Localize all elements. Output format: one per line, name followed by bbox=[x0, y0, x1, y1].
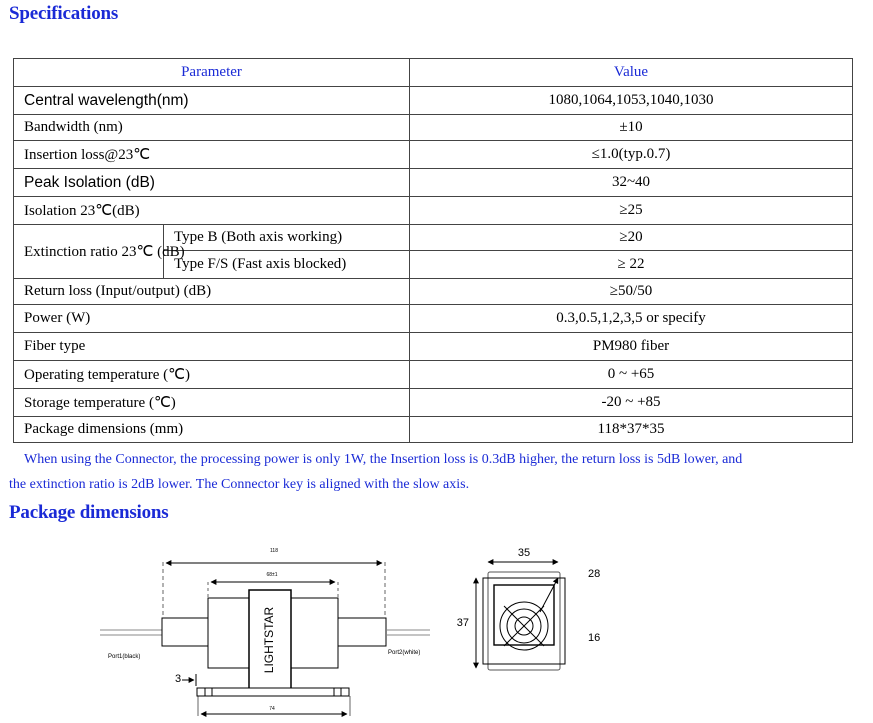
value-cell: 32~40 bbox=[410, 169, 853, 197]
dim-3-label: 3 bbox=[174, 673, 182, 685]
package-dimensions-heading: Package dimensions bbox=[9, 502, 169, 523]
param-cell: Peak Isolation (dB) bbox=[14, 169, 410, 197]
port1-label: Port1(black) bbox=[108, 654, 141, 660]
param-cell: Return loss (Input/output) (dB) bbox=[14, 279, 410, 305]
value-cell: ≥25 bbox=[410, 197, 853, 225]
param-cell: Insertion loss@23℃ bbox=[14, 141, 410, 169]
type-b-cell: Type B (Both axis working) bbox=[164, 225, 410, 251]
param-cell: Fiber type bbox=[14, 333, 410, 361]
param-cell: Central wavelength(nm) bbox=[14, 87, 410, 115]
table-row bbox=[14, 115, 853, 141]
type-fs-cell: Type F/S (Fast axis blocked) bbox=[164, 251, 410, 279]
table-row bbox=[14, 197, 853, 225]
package-drawing bbox=[100, 530, 640, 720]
table-row bbox=[14, 225, 853, 251]
value-cell: 1080,1064,1053,1040,1030 bbox=[410, 87, 853, 115]
value-cell: 0 ~ +65 bbox=[410, 361, 853, 389]
value-cell: -20 ~ +85 bbox=[410, 389, 853, 417]
value-cell: ≥20 bbox=[410, 225, 853, 251]
table-row bbox=[14, 305, 853, 333]
table-row bbox=[14, 361, 853, 389]
port2-label: Port2(white) bbox=[388, 650, 421, 656]
value-cell: 118*37*35 bbox=[410, 417, 853, 443]
extinction-ratio-label: Extinction ratio 23℃ (dB) bbox=[14, 225, 164, 279]
table-row bbox=[14, 169, 853, 197]
value-cell: ≥50/50 bbox=[410, 279, 853, 305]
overall-length-label: 118 bbox=[270, 548, 278, 554]
table-row bbox=[14, 141, 853, 169]
parameter-column-header: Parameter bbox=[14, 59, 410, 87]
end-width-label: 35 bbox=[517, 547, 531, 559]
specifications-table bbox=[13, 58, 853, 443]
table-row bbox=[14, 389, 853, 417]
param-cell: Bandwidth (nm) bbox=[14, 115, 410, 141]
param-cell: Storage temperature (℃) bbox=[14, 389, 410, 417]
lightstar-logo-text: LIGHTSTAR bbox=[262, 606, 277, 674]
table-row bbox=[14, 87, 853, 115]
table-row bbox=[14, 279, 853, 305]
value-cell: ≥ 22 bbox=[410, 251, 853, 279]
param-cell: Power (W) bbox=[14, 305, 410, 333]
table-row bbox=[14, 417, 853, 443]
table-header-row bbox=[14, 59, 853, 87]
connector-note-line2: the extinction ratio is 2dB lower. The Connector key is aligned with the slow axis. bbox=[9, 477, 470, 492]
value-cell: ≤1.0(typ.0.7) bbox=[410, 141, 853, 169]
connector-note-line1: When using the Connector, the processing power is only 1W, the Insertion loss is 0.3dB higher, the return loss is 5dB lower, and bbox=[24, 452, 743, 467]
end-height-label: 37 bbox=[456, 617, 469, 629]
value-column-header: Value bbox=[410, 59, 853, 87]
base-length-label: 74 bbox=[269, 706, 275, 712]
value-cell: 0.3,0.5,1,2,3,5 or specify bbox=[410, 305, 853, 333]
param-cell: Operating temperature (℃) bbox=[14, 361, 410, 389]
param-cell: Package dimensions (mm) bbox=[14, 417, 410, 443]
end-view bbox=[476, 562, 565, 670]
value-cell: PM980 fiber bbox=[410, 333, 853, 361]
param-cell: Isolation 23℃(dB) bbox=[14, 197, 410, 225]
specifications-heading: Specifications bbox=[9, 3, 119, 24]
dim-16-label: 16 bbox=[588, 632, 601, 644]
dim-28-label: 28 bbox=[588, 568, 601, 580]
table-row bbox=[14, 333, 853, 361]
inner-length-label: 68±1 bbox=[266, 572, 278, 578]
value-cell: ±10 bbox=[410, 115, 853, 141]
